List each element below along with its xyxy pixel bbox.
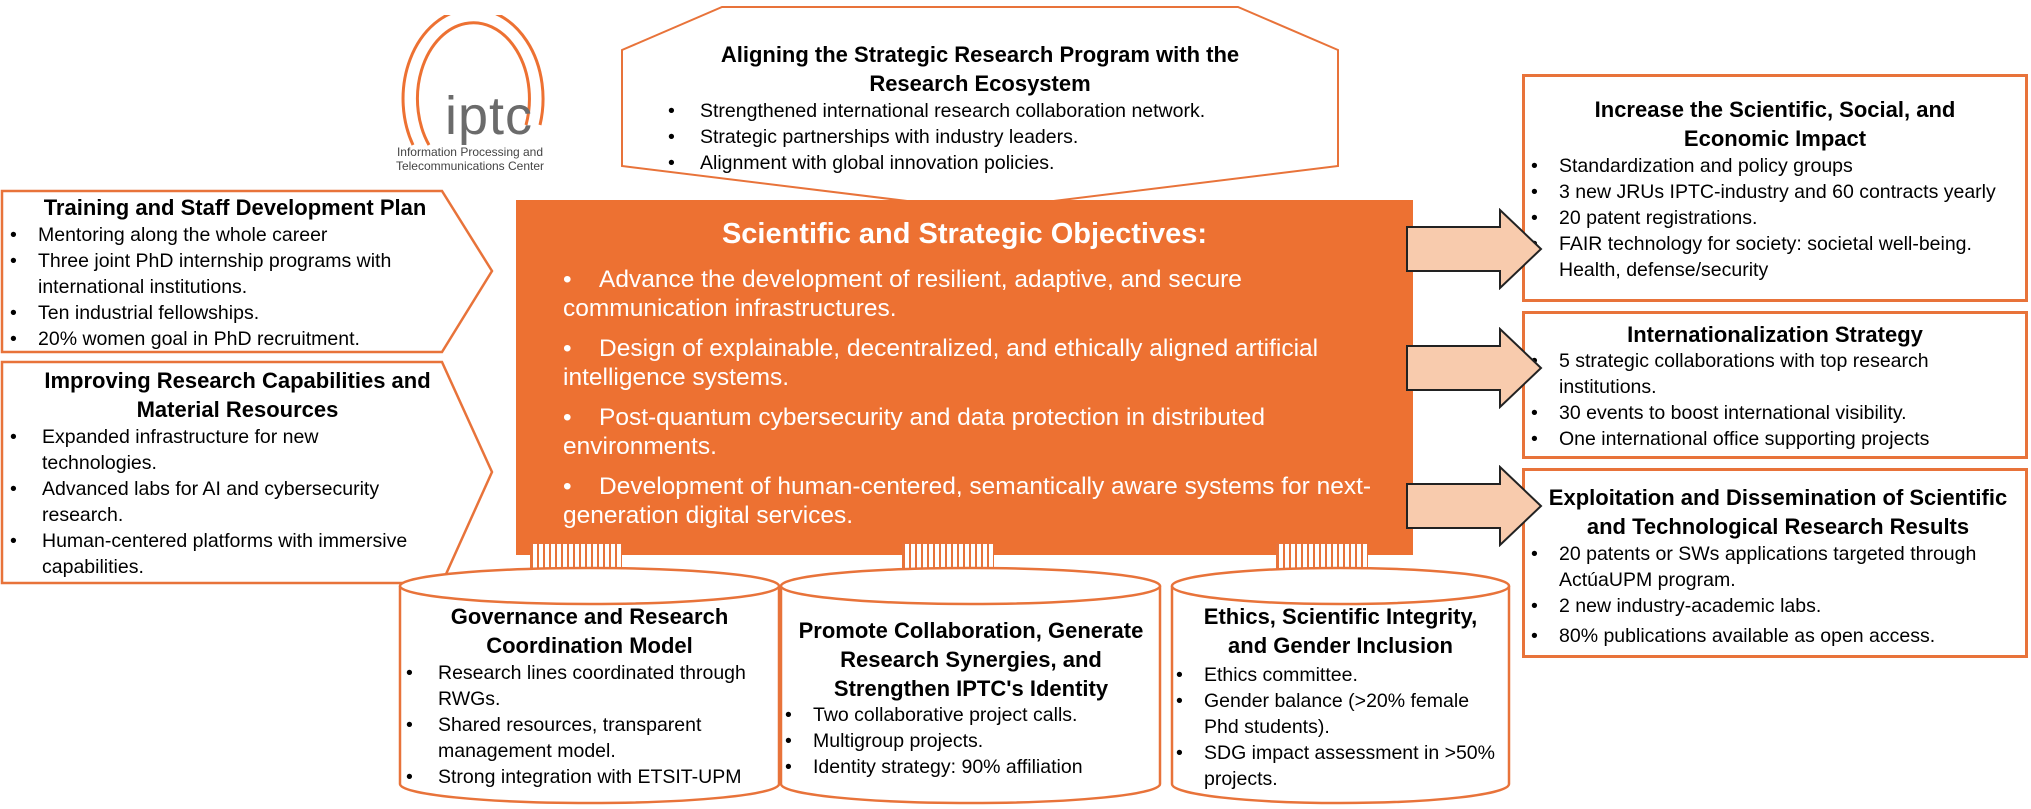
collaboration-cylinder [779, 566, 1162, 806]
impact-title: Increase the Scientific, Social, and Economic Impact [1594, 97, 1956, 151]
list-item: • Expanded infrastructure for new technologies. [2, 424, 422, 476]
list-item: • 20% women goal in PhD recruitment. [4, 326, 444, 352]
exploitation-box [1522, 468, 2028, 658]
list-item: • One international office supporting projects [1525, 426, 2015, 452]
list-item: • 20 patent registrations. [1525, 205, 2025, 231]
list-item: • Standardization and policy groups [1525, 153, 2025, 179]
training-box [0, 189, 495, 354]
internationalization-box [1522, 311, 2028, 459]
list-item: • Advance the development of resilient, adaptive, and secure communication infrastructures. [563, 266, 1242, 322]
list-item: • Strong integration with ETSIT-UPM [398, 764, 778, 790]
iptc-logo [385, 15, 555, 175]
internationalization-list [1525, 348, 2015, 452]
objectives-title: Scientific and Strategic Objectives: [721, 218, 1208, 250]
internationalization-title: Internationalization Strategy [1627, 322, 1923, 347]
list-item: • Strategic partnerships with industry leaders. [660, 124, 1320, 150]
list-item: • 5 strategic collaborations with top research institutions. [1525, 348, 2015, 400]
list-item: • Advanced labs for AI and cybersecurity research. [2, 476, 422, 528]
list-item: • Gender balance (>20% female Phd students). [1170, 688, 1495, 740]
arrow-right-icon [1405, 208, 1545, 290]
exploitation-list [1525, 541, 1995, 649]
list-item: • 2 new industry-academic labs. [1525, 593, 1995, 619]
list-item: • Post-quantum cybersecurity and data protection in distributed environments. [563, 404, 1265, 460]
arrow-right-icon [1405, 327, 1545, 409]
objectives-list [516, 265, 1413, 530]
list-item: • Mentoring along the whole career [4, 222, 444, 248]
list-item: • Ten industrial fellowships. [4, 300, 444, 326]
list-item: • 20 patents or SWs applications targeted through ActúaUPM program. [1525, 541, 1995, 593]
ethics-title: Ethics, Scientific Integrity, and Gender Inclusion [1203, 604, 1478, 658]
logo-subtitle-1: Information Processing and [396, 145, 544, 159]
training-title: Training and Staff Development Plan [43, 195, 427, 220]
capabilities-list [2, 424, 422, 580]
list-item: • Multigroup projects. [779, 728, 1149, 754]
logo-word: iptc [445, 86, 534, 146]
list-item: • Identity strategy: 90% affiliation [779, 754, 1149, 780]
list-item: • 30 events to boost international visibility. [1525, 400, 2015, 426]
training-list [4, 222, 444, 352]
collaboration-title: Promote Collaboration, Generate Research Synergies, and Strengthen IPTC's Identity [798, 618, 1144, 701]
list-item: • FAIR technology for society: societal well-being. Health, defense/security [1525, 231, 2025, 283]
governance-cylinder [398, 566, 781, 806]
list-item: • Two collaborative project calls. [779, 702, 1149, 728]
top-box-list [660, 98, 1320, 176]
list-item: • SDG impact assessment in >50% projects. [1170, 740, 1495, 792]
capabilities-title: Improving Research Capabilities and Material Resources [44, 368, 431, 422]
top-box-title: Aligning the Strategic Research Program with the Research Ecosystem [720, 42, 1240, 96]
governance-list [398, 660, 778, 790]
list-item: • Development of human-centered, semantically aware systems for next-generation digital services. [563, 473, 1372, 529]
exploitation-title: Exploitation and Dissemination of Scientific and Technological Research Results [1548, 485, 2008, 539]
top-alignment-box [620, 6, 1340, 211]
objectives-panel [516, 200, 1413, 555]
logo-subtitle-2: Telecommunications Center [395, 159, 545, 173]
list-item: • Strengthened international research collaboration network. [660, 98, 1320, 124]
impact-box [1522, 74, 2028, 302]
arrow-right-icon [1405, 465, 1545, 547]
ethics-cylinder [1170, 566, 1511, 806]
list-item: • Research lines coordinated through RWGs. [398, 660, 778, 712]
collaboration-list [779, 702, 1149, 780]
list-item: • Alignment with global innovation policies. [660, 150, 1320, 176]
impact-list [1525, 153, 2025, 283]
list-item: • Ethics committee. [1170, 662, 1495, 688]
list-item: • 80% publications available as open access. [1525, 623, 1995, 649]
capabilities-box [0, 360, 495, 585]
governance-title: Governance and Research Coordination Model [450, 604, 729, 658]
list-item: • Shared resources, transparent management model. [398, 712, 778, 764]
list-item: • 3 new JRUs IPTC-industry and 60 contracts yearly [1525, 179, 2025, 205]
list-item: • Human-centered platforms with immersive capabilities. [2, 528, 422, 580]
ethics-list [1170, 662, 1495, 792]
list-item: • Design of explainable, decentralized, and ethically aligned artificial intelligence systems. [563, 335, 1319, 391]
list-item: • Three joint PhD internship programs with international institutions. [4, 248, 444, 300]
